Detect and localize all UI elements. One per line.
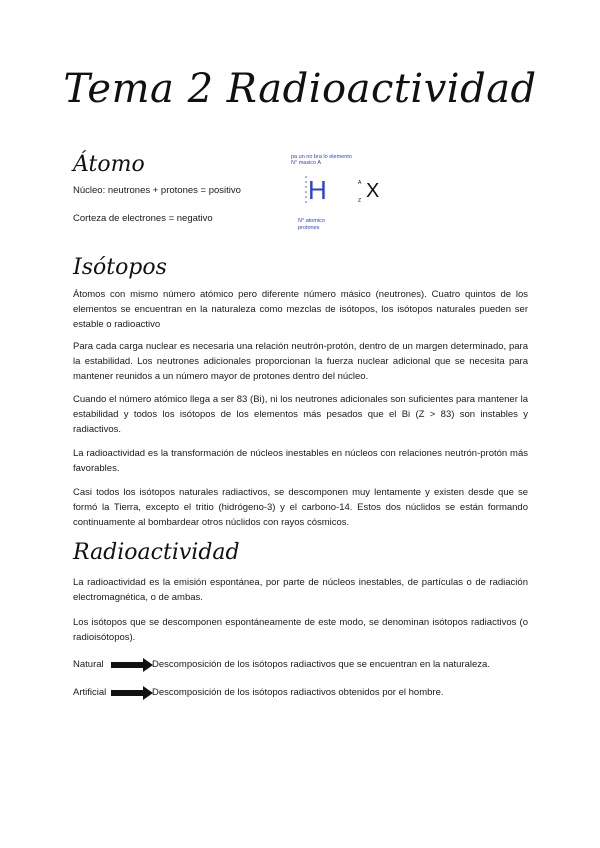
diagram-top-label-1: pa un no bra lo elemento [291, 154, 352, 160]
diagram-top-label-2: N° masico A [291, 160, 322, 166]
section-heading-isotopos: Isótopos [73, 255, 167, 280]
artificial-arrow-icon [111, 686, 153, 700]
page-title: Tema 2 Radioactividad [63, 66, 537, 112]
isotopos-paragraph-2: Para cada carga nuclear es necesaria una relación neutrón-protón, dentro de un margen determinado, para la estabilidad. Los neutrones adicionales proporcionan la fuerza nuclear adicional que se necesita para mantener reunidos a un número mayor de protones dentro del núcleo. [73, 341, 528, 382]
isotopos-paragraph-4: La radioactividad es la transformación de núcleos inestables en núcleos con relaciones neutrón-protón más favorables. [73, 448, 528, 474]
artificial-label: Artificial [73, 687, 107, 698]
diagram-element-symbol: H [308, 175, 327, 205]
isotopos-paragraph-5: Casi todos los isótopos naturales radiactivos, se descomponen muy lentamente y existen desde que se formó la Tierra, excepto el tritio (hidrógeno-3) y el carbono-14. Estos dos núclidos se están formando continuamente al bombardear otros núclidos con rayos cósmicos. [73, 487, 528, 528]
diagram-generic-symbol: X [366, 180, 380, 202]
diagram-bottom-label-1: N° atomico [298, 218, 325, 224]
diagram-atomic-mark: Z [358, 198, 362, 204]
corteza-line: Corteza de electrones = negativo [73, 213, 213, 224]
natural-row [73, 658, 104, 672]
isotope-notation-diagram [288, 152, 398, 236]
radioactividad-paragraph-2: Los isótopos que se descomponen espontáneamente de este modo, se denominan isótopos radiactivos (o radioisótopos). [73, 617, 528, 643]
isotopos-paragraph-1: Átomos con mismo número atómico pero diferente número másico (neutrones). Cuatro quintos de los elementos se encuentran en la naturaleza como mezclas de isótopos, los isótopos naturales pueden ser estable o radioactivo [73, 289, 528, 330]
section-heading-radioactividad: Radioactividad [73, 540, 240, 565]
artificial-row [73, 686, 106, 700]
diagram-mass-mark: A [358, 180, 362, 186]
diagram-bottom-label-2: protones [298, 225, 320, 231]
artificial-description: Descomposición de los isótopos radiactivos obtenidos por el hombre. [152, 687, 444, 698]
radioactividad-paragraph-1: La radioactividad es la emisión espontánea, por parte de núcleos inestables, de partículas o de radiación electromagnética, o de ambas. [73, 577, 528, 603]
isotopos-paragraph-3: Cuando el número atómico llega a ser 83 (Bi), ni los neutrones adicionales son suficientes para mantener la estabilidad y todos los isótopos de los elementos más pesados que el Bi (Z > 83) son instables y radiactivos. [73, 394, 528, 435]
natural-arrow-icon [111, 658, 153, 672]
section-heading-atomo: Átomo [73, 152, 145, 177]
natural-label: Natural [73, 659, 104, 670]
natural-description: Descomposición de los isótopos radiactivos que se encuentran en la naturaleza. [152, 659, 490, 670]
nucleo-line: Núcleo: neutrones + protones = positivo [73, 185, 241, 196]
